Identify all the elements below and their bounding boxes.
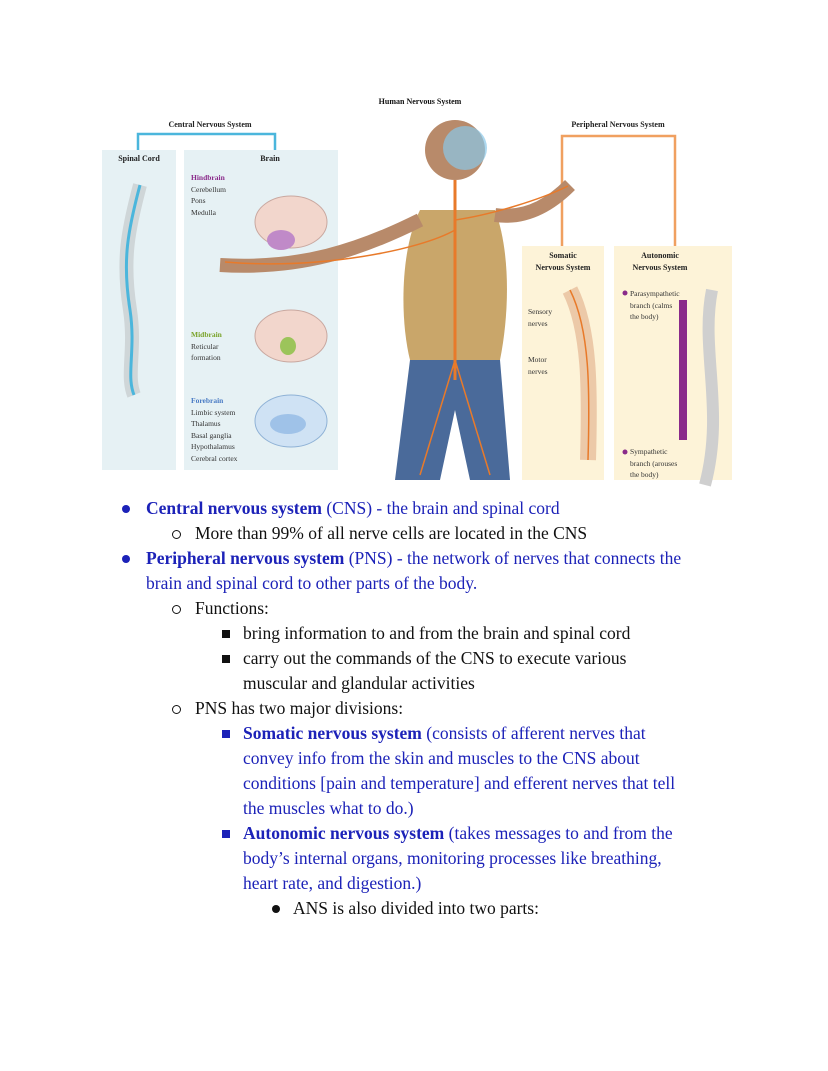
- pns-label: Peripheral Nervous System: [571, 120, 665, 129]
- circle-bullet-icon: [172, 605, 181, 614]
- autonomic-item: Autonomic nervous system (takes messages to and from the: [243, 823, 673, 843]
- function-2-cont: muscular and glandular activities: [243, 673, 475, 693]
- bullet-icon: [272, 905, 280, 913]
- motor-nerves-label: Motor nerves: [528, 355, 548, 376]
- pns-bullet-cont: brain and spinal cord to other parts of the body.: [146, 573, 478, 593]
- function-2: carry out the commands of the CNS to execute various: [243, 648, 627, 668]
- parasympathetic-label: Parasympathetic branch (calms the body): [630, 289, 680, 321]
- figure-title: Human Nervous System: [378, 97, 462, 106]
- bullet-icon: [122, 555, 130, 563]
- sensory-nerves-label: Sensory nerves: [528, 307, 553, 328]
- function-1: bring information to and from the brain and spinal cord: [243, 623, 631, 643]
- bullet-icon: [122, 505, 130, 513]
- hindbrain-label: Hindbrain Cerebellum Pons Medulla: [191, 173, 226, 217]
- somatic-cont-3: the muscles what to do.): [243, 798, 414, 818]
- cns-bullet: Central nervous system (CNS) - the brain and spinal cord: [146, 498, 560, 518]
- spinal-cord-label: Spinal Cord: [118, 154, 160, 163]
- midbrain-label: Midbrain Reticular formation: [191, 330, 222, 362]
- autonomic-cont-1: body’s internal organs, monitoring processes like breathing,: [243, 848, 662, 868]
- sympathetic-label: Sympathetic branch (arouses the body): [630, 447, 678, 479]
- brain-label: Brain: [260, 154, 280, 163]
- square-bullet-icon: [222, 730, 230, 738]
- square-bullet-icon: [222, 630, 230, 638]
- square-bullet-icon: [222, 655, 230, 663]
- somatic-item: Somatic nervous system (consists of afferent nerves that: [243, 723, 646, 743]
- cns-label: Central Nervous System: [168, 120, 252, 129]
- cns-sub: More than 99% of all nerve cells are located in the CNS: [195, 523, 588, 543]
- functions-label: Functions:: [195, 598, 269, 618]
- somatic-cont-1: convey info from the skin and muscles to the CNS about: [243, 748, 640, 768]
- circle-bullet-icon: [172, 530, 181, 539]
- ans-parts: ANS is also divided into two parts:: [293, 898, 539, 918]
- circle-bullet-icon: [172, 705, 181, 714]
- pns-divisions: PNS has two major divisions:: [195, 698, 404, 718]
- autonomic-title: Autonomic Nervous System: [632, 251, 688, 272]
- somatic-cont-2: conditions [pain and temperature] and efferent nerves that tell: [243, 773, 676, 793]
- nervous-system-figure: [100, 90, 740, 490]
- autonomic-cont-2: heart rate, and digestion.): [243, 873, 422, 893]
- somatic-title: Somatic Nervous System: [535, 251, 591, 272]
- pns-bullet: Peripheral nervous system (PNS) - the network of nerves that connects the: [146, 548, 682, 568]
- square-bullet-icon: [222, 830, 230, 838]
- forebrain-label: Forebrain Limbic system Thalamus Basal ganglia Hypothalamus Cerebral cortex: [191, 396, 238, 463]
